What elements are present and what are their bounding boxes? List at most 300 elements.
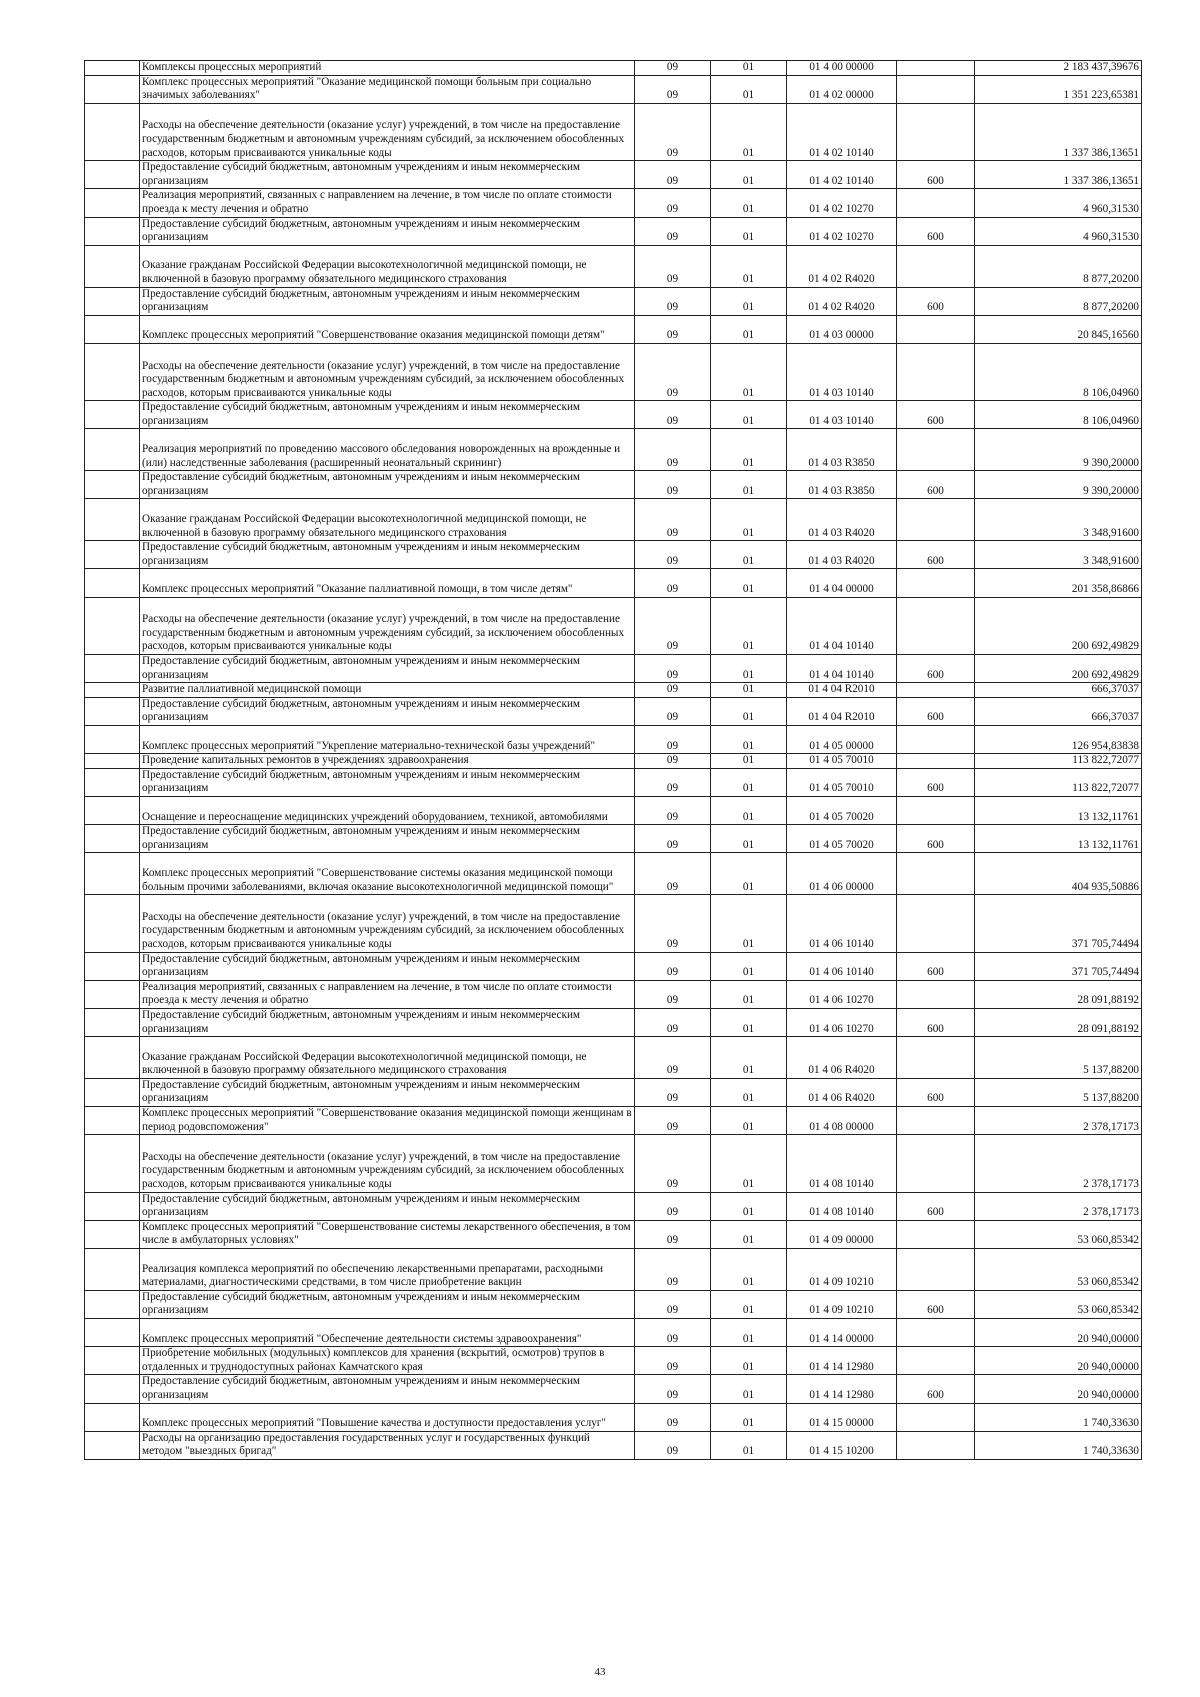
- row-expense-type: [897, 796, 975, 824]
- row-amount: 113 822,72077: [975, 768, 1142, 796]
- empty-cell: [85, 853, 140, 895]
- table-row: [85, 825, 1142, 853]
- row-amount: 20 940,00000: [975, 1375, 1142, 1403]
- row-amount: 666,37037: [975, 697, 1142, 725]
- row-amount: 666,37037: [975, 683, 1142, 698]
- row-section-code: 01: [711, 768, 787, 796]
- row-expense-type: 600: [897, 655, 975, 683]
- row-section-code: 01: [711, 1347, 787, 1375]
- row-section-code: 01: [711, 697, 787, 725]
- table-row: [85, 1078, 1142, 1106]
- table-row: [85, 853, 1142, 895]
- row-section-code: 01: [711, 61, 787, 76]
- empty-cell: [85, 1037, 140, 1079]
- empty-cell: [85, 1403, 140, 1431]
- table-row: [85, 103, 1142, 160]
- row-ministry-code: 09: [635, 161, 711, 189]
- row-target-code: 01 4 05 70010: [787, 754, 897, 769]
- row-ministry-code: 09: [635, 1192, 711, 1220]
- empty-cell: [85, 697, 140, 725]
- row-amount: 20 845,16560: [975, 315, 1142, 343]
- row-expense-type: [897, 895, 975, 952]
- row-name: Расходы на обеспечение деятельности (оказание услуг) учреждений, в том числе на предоставление государственным бюджетным и автономным учреждениям субсидий, за исключением обособленных расходов, которым присваиваются уникальные коды: [140, 597, 635, 654]
- row-target-code: 01 4 04 R2010: [787, 683, 897, 698]
- row-name: Предоставление субсидий бюджетным, автономным учреждениям и иным некоммерческим организациям: [140, 287, 635, 315]
- row-ministry-code: 09: [635, 1107, 711, 1135]
- row-section-code: 01: [711, 1319, 787, 1347]
- row-ministry-code: 09: [635, 796, 711, 824]
- row-expense-type: [897, 1135, 975, 1192]
- empty-cell: [85, 825, 140, 853]
- empty-cell: [85, 245, 140, 287]
- table-row: [85, 697, 1142, 725]
- row-section-code: 01: [711, 401, 787, 429]
- row-ministry-code: 09: [635, 683, 711, 698]
- table-row: [85, 471, 1142, 499]
- row-ministry-code: 09: [635, 952, 711, 980]
- row-ministry-code: 09: [635, 768, 711, 796]
- row-amount: 8 877,20200: [975, 245, 1142, 287]
- row-section-code: 01: [711, 952, 787, 980]
- row-name: Расходы на обеспечение деятельности (оказание услуг) учреждений, в том числе на предоставление государственным бюджетным и автономным учреждениям субсидий, за исключением обособленных расходов, которым присваиваются уникальные коды: [140, 103, 635, 160]
- row-expense-type: [897, 343, 975, 400]
- table-row: [85, 315, 1142, 343]
- row-ministry-code: 09: [635, 429, 711, 471]
- row-amount: 1 337 386,13651: [975, 103, 1142, 160]
- row-amount: 201 358,86866: [975, 569, 1142, 597]
- row-ministry-code: 09: [635, 980, 711, 1008]
- row-amount: 3 348,91600: [975, 499, 1142, 541]
- row-expense-type: [897, 569, 975, 597]
- row-expense-type: [897, 1319, 975, 1347]
- row-name: Расходы на организацию предоставления государственных услуг и государственных функций методом "выездных бригад": [140, 1431, 635, 1459]
- table-row: [85, 569, 1142, 597]
- row-expense-type: [897, 726, 975, 754]
- row-expense-type: [897, 499, 975, 541]
- row-target-code: 01 4 04 10140: [787, 655, 897, 683]
- table-row: [85, 1107, 1142, 1135]
- table-row: [85, 796, 1142, 824]
- table-row: [85, 189, 1142, 217]
- row-target-code: 01 4 05 70020: [787, 796, 897, 824]
- row-section-code: 01: [711, 161, 787, 189]
- empty-cell: [85, 1249, 140, 1291]
- row-amount: 8 877,20200: [975, 287, 1142, 315]
- row-amount: 4 960,31530: [975, 189, 1142, 217]
- empty-cell: [85, 1347, 140, 1375]
- row-section-code: 01: [711, 343, 787, 400]
- table-row: [85, 1008, 1142, 1036]
- empty-cell: [85, 287, 140, 315]
- row-section-code: 01: [711, 683, 787, 698]
- row-amount: 2 378,17173: [975, 1107, 1142, 1135]
- empty-cell: [85, 1135, 140, 1192]
- table-row: [85, 754, 1142, 769]
- row-name: Развитие паллиативной медицинской помощи: [140, 683, 635, 698]
- row-target-code: 01 4 05 70020: [787, 825, 897, 853]
- row-ministry-code: 09: [635, 1249, 711, 1291]
- row-target-code: 01 4 08 00000: [787, 1107, 897, 1135]
- row-ministry-code: 09: [635, 726, 711, 754]
- table-row: [85, 683, 1142, 698]
- row-ministry-code: 09: [635, 471, 711, 499]
- row-section-code: 01: [711, 471, 787, 499]
- row-section-code: 01: [711, 499, 787, 541]
- row-section-code: 01: [711, 655, 787, 683]
- row-ministry-code: 09: [635, 217, 711, 245]
- row-name: Реализация комплекса мероприятий по обеспечению лекарственными препаратами, расходными материалами, диагностическими средствами, в том числе приобретение вакцин: [140, 1249, 635, 1291]
- row-expense-type: 600: [897, 1290, 975, 1318]
- row-section-code: 01: [711, 1249, 787, 1291]
- row-ministry-code: 09: [635, 61, 711, 76]
- row-name: Комплекс процессных мероприятий "Совершенствование оказания медицинской помощи детям": [140, 315, 635, 343]
- empty-cell: [85, 726, 140, 754]
- row-name: Предоставление субсидий бюджетным, автономным учреждениям и иным некоммерческим организациям: [140, 1290, 635, 1318]
- row-section-code: 01: [711, 1431, 787, 1459]
- row-target-code: 01 4 15 00000: [787, 1403, 897, 1431]
- empty-cell: [85, 1220, 140, 1248]
- row-target-code: 01 4 04 00000: [787, 569, 897, 597]
- table-row: [85, 1319, 1142, 1347]
- row-ministry-code: 09: [635, 1037, 711, 1079]
- empty-cell: [85, 343, 140, 400]
- table-row: [85, 1192, 1142, 1220]
- row-target-code: 01 4 06 R4020: [787, 1078, 897, 1106]
- table-row: [85, 61, 1142, 76]
- row-name: Предоставление субсидий бюджетным, автономным учреждениям и иным некоммерческим организациям: [140, 697, 635, 725]
- row-amount: 53 060,85342: [975, 1249, 1142, 1291]
- row-ministry-code: 09: [635, 1319, 711, 1347]
- row-expense-type: [897, 1403, 975, 1431]
- row-ministry-code: 09: [635, 754, 711, 769]
- row-section-code: 01: [711, 217, 787, 245]
- row-section-code: 01: [711, 189, 787, 217]
- table-row: [85, 1220, 1142, 1248]
- table-row: [85, 1135, 1142, 1192]
- row-section-code: 01: [711, 75, 787, 103]
- row-amount: 1 740,33630: [975, 1403, 1142, 1431]
- empty-cell: [85, 1008, 140, 1036]
- empty-cell: [85, 754, 140, 769]
- empty-cell: [85, 1319, 140, 1347]
- empty-cell: [85, 569, 140, 597]
- empty-cell: [85, 796, 140, 824]
- row-name: Предоставление субсидий бюджетным, автономным учреждениям и иным некоммерческим организациям: [140, 161, 635, 189]
- row-section-code: 01: [711, 1037, 787, 1079]
- row-target-code: 01 4 09 10210: [787, 1249, 897, 1291]
- row-section-code: 01: [711, 895, 787, 952]
- row-name: Комплекс процессных мероприятий "Совершенствование системы лекарственного обеспечения, в том числе в амбулаторных условиях": [140, 1220, 635, 1248]
- row-expense-type: [897, 1220, 975, 1248]
- table-row: [85, 217, 1142, 245]
- row-amount: 200 692,49829: [975, 655, 1142, 683]
- row-amount: 1 740,33630: [975, 1431, 1142, 1459]
- row-expense-type: [897, 61, 975, 76]
- row-name: Реализация мероприятий по проведению массового обследования новорожденных на врожденные и (или) наследственные заболевания (расширенный неонатальный скрининг): [140, 429, 635, 471]
- row-expense-type: [897, 597, 975, 654]
- row-amount: 2 378,17173: [975, 1135, 1142, 1192]
- row-ministry-code: 09: [635, 1403, 711, 1431]
- row-expense-type: 600: [897, 697, 975, 725]
- empty-cell: [85, 1431, 140, 1459]
- row-section-code: 01: [711, 1192, 787, 1220]
- row-expense-type: 600: [897, 401, 975, 429]
- row-name: Расходы на обеспечение деятельности (оказание услуг) учреждений, в том числе на предоставление государственным бюджетным и автономным учреждениям субсидий, за исключением обособленных расходов, которым присваиваются уникальные коды: [140, 343, 635, 400]
- empty-cell: [85, 217, 140, 245]
- row-amount: 9 390,20000: [975, 429, 1142, 471]
- page-number: 43: [594, 1666, 606, 1678]
- row-section-code: 01: [711, 429, 787, 471]
- row-ministry-code: 09: [635, 103, 711, 160]
- row-name: Расходы на обеспечение деятельности (оказание услуг) учреждений, в том числе на предоставление государственным бюджетным и автономным учреждениям субсидий, за исключением обособленных расходов, которым присваиваются уникальные коды: [140, 895, 635, 952]
- budget-table-body: [85, 61, 1142, 1460]
- row-target-code: 01 4 03 R4020: [787, 541, 897, 569]
- row-name: Расходы на обеспечение деятельности (оказание услуг) учреждений, в том числе на предоставление государственным бюджетным и автономным учреждениям субсидий, за исключением обособленных расходов, которым присваиваются уникальные коды: [140, 1135, 635, 1192]
- budget-table: [84, 60, 1142, 1460]
- row-amount: 3 348,91600: [975, 541, 1142, 569]
- empty-cell: [85, 1078, 140, 1106]
- row-section-code: 01: [711, 1078, 787, 1106]
- row-target-code: 01 4 09 10210: [787, 1290, 897, 1318]
- row-target-code: 01 4 08 10140: [787, 1135, 897, 1192]
- row-name: Реализация мероприятий, связанных с направлением на лечение, в том числе по оплате стоимости проезда к месту лечения и обратно: [140, 980, 635, 1008]
- row-section-code: 01: [711, 1008, 787, 1036]
- row-target-code: 01 4 02 R4020: [787, 287, 897, 315]
- row-name: Оснащение и переоснащение медицинских учреждений оборудованием, техникой, автомобилями: [140, 796, 635, 824]
- row-expense-type: [897, 754, 975, 769]
- row-amount: 2 378,17173: [975, 1192, 1142, 1220]
- table-row: [85, 655, 1142, 683]
- row-expense-type: [897, 980, 975, 1008]
- table-row: [85, 75, 1142, 103]
- row-target-code: 01 4 06 10270: [787, 980, 897, 1008]
- row-amount: 1 337 386,13651: [975, 161, 1142, 189]
- row-amount: 28 091,88192: [975, 980, 1142, 1008]
- row-name: Предоставление субсидий бюджетным, автономным учреждениям и иным некоммерческим организациям: [140, 471, 635, 499]
- row-amount: 2 183 437,39676: [975, 61, 1142, 76]
- row-amount: 371 705,74494: [975, 895, 1142, 952]
- row-name: Предоставление субсидий бюджетным, автономным учреждениям и иным некоммерческим организациям: [140, 1078, 635, 1106]
- row-target-code: 01 4 03 10140: [787, 343, 897, 400]
- row-section-code: 01: [711, 754, 787, 769]
- empty-cell: [85, 1192, 140, 1220]
- row-ministry-code: 09: [635, 597, 711, 654]
- row-amount: 28 091,88192: [975, 1008, 1142, 1036]
- empty-cell: [85, 597, 140, 654]
- row-ministry-code: 09: [635, 75, 711, 103]
- row-name: Предоставление субсидий бюджетным, автономным учреждениям и иным некоммерческим организациям: [140, 1192, 635, 1220]
- row-expense-type: 600: [897, 1192, 975, 1220]
- row-target-code: 01 4 14 12980: [787, 1347, 897, 1375]
- row-target-code: 01 4 08 10140: [787, 1192, 897, 1220]
- row-amount: 4 960,31530: [975, 217, 1142, 245]
- row-ministry-code: 09: [635, 1290, 711, 1318]
- row-section-code: 01: [711, 1375, 787, 1403]
- table-row: [85, 726, 1142, 754]
- row-section-code: 01: [711, 287, 787, 315]
- empty-cell: [85, 683, 140, 698]
- row-ministry-code: 09: [635, 401, 711, 429]
- row-section-code: 01: [711, 853, 787, 895]
- row-name: Предоставление субсидий бюджетным, автономным учреждениям и иным некоммерческим организациям: [140, 952, 635, 980]
- row-name: Реализация мероприятий, связанных с направлением на лечение, в том числе по оплате стоимости проезда к месту лечения и обратно: [140, 189, 635, 217]
- table-row: [85, 1375, 1142, 1403]
- row-target-code: 01 4 02 10270: [787, 217, 897, 245]
- row-expense-type: [897, 429, 975, 471]
- row-name: Комплекс процессных мероприятий "Совершенствование оказания медицинской помощи женщинам в период родовспоможения": [140, 1107, 635, 1135]
- row-target-code: 01 4 05 00000: [787, 726, 897, 754]
- row-ministry-code: 09: [635, 1431, 711, 1459]
- row-target-code: 01 4 06 10270: [787, 1008, 897, 1036]
- row-target-code: 01 4 02 10140: [787, 161, 897, 189]
- row-target-code: 01 4 03 R4020: [787, 499, 897, 541]
- row-name: Комплекс процессных мероприятий "Обеспечение деятельности системы здравоохранения": [140, 1319, 635, 1347]
- row-expense-type: [897, 1107, 975, 1135]
- row-amount: 8 106,04960: [975, 343, 1142, 400]
- row-ministry-code: 09: [635, 1135, 711, 1192]
- row-target-code: 01 4 06 00000: [787, 853, 897, 895]
- row-name: Оказание гражданам Российской Федерации высокотехнологичной медицинской помощи, не включенной в базовую программу обязательного медицинского страхования: [140, 499, 635, 541]
- row-amount: 404 935,50886: [975, 853, 1142, 895]
- row-target-code: 01 4 06 10140: [787, 895, 897, 952]
- table-row: [85, 343, 1142, 400]
- row-amount: 13 132,11761: [975, 825, 1142, 853]
- row-name: Комплексы процессных мероприятий: [140, 61, 635, 76]
- row-target-code: 01 4 06 R4020: [787, 1037, 897, 1079]
- row-name: Комплекс процессных мероприятий "Оказание паллиативной помощи, в том числе детям": [140, 569, 635, 597]
- row-section-code: 01: [711, 1107, 787, 1135]
- row-expense-type: [897, 189, 975, 217]
- row-amount: 1 351 223,65381: [975, 75, 1142, 103]
- row-ministry-code: 09: [635, 569, 711, 597]
- row-target-code: 01 4 02 00000: [787, 75, 897, 103]
- empty-cell: [85, 61, 140, 76]
- row-section-code: 01: [711, 796, 787, 824]
- row-name: Предоставление субсидий бюджетным, автономным учреждениям и иным некоммерческим организациям: [140, 768, 635, 796]
- row-name: Оказание гражданам Российской Федерации высокотехнологичной медицинской помощи, не включенной в базовую программу обязательного медицинского страхования: [140, 245, 635, 287]
- row-expense-type: 600: [897, 541, 975, 569]
- row-name: Предоставление субсидий бюджетным, автономным учреждениям и иным некоммерческим организациям: [140, 1375, 635, 1403]
- row-expense-type: [897, 315, 975, 343]
- row-ministry-code: 09: [635, 825, 711, 853]
- empty-cell: [85, 161, 140, 189]
- row-ministry-code: 09: [635, 315, 711, 343]
- row-expense-type: 600: [897, 217, 975, 245]
- row-amount: 20 940,00000: [975, 1347, 1142, 1375]
- row-expense-type: [897, 1431, 975, 1459]
- row-expense-type: 600: [897, 825, 975, 853]
- row-section-code: 01: [711, 597, 787, 654]
- row-target-code: 01 4 04 R2010: [787, 697, 897, 725]
- row-amount: 5 137,88200: [975, 1037, 1142, 1079]
- row-target-code: 01 4 03 R3850: [787, 471, 897, 499]
- table-row: [85, 541, 1142, 569]
- table-row: [85, 952, 1142, 980]
- row-ministry-code: 09: [635, 853, 711, 895]
- row-ministry-code: 09: [635, 1220, 711, 1248]
- table-row: [85, 429, 1142, 471]
- row-amount: 53 060,85342: [975, 1220, 1142, 1248]
- table-row: [85, 1403, 1142, 1431]
- table-row: [85, 1290, 1142, 1318]
- table-row: [85, 401, 1142, 429]
- empty-cell: [85, 768, 140, 796]
- row-section-code: 01: [711, 1135, 787, 1192]
- empty-cell: [85, 895, 140, 952]
- table-row: [85, 895, 1142, 952]
- row-amount: 8 106,04960: [975, 401, 1142, 429]
- table-row: [85, 245, 1142, 287]
- row-section-code: 01: [711, 245, 787, 287]
- table-row: [85, 499, 1142, 541]
- empty-cell: [85, 75, 140, 103]
- row-expense-type: [897, 103, 975, 160]
- empty-cell: [85, 471, 140, 499]
- row-target-code: 01 4 15 10200: [787, 1431, 897, 1459]
- row-name: Комплекс процессных мероприятий "Укрепление материально-технической базы учреждений": [140, 726, 635, 754]
- table-row: [85, 980, 1142, 1008]
- empty-cell: [85, 429, 140, 471]
- row-amount: 126 954,83838: [975, 726, 1142, 754]
- row-ministry-code: 09: [635, 287, 711, 315]
- empty-cell: [85, 1290, 140, 1318]
- row-expense-type: 600: [897, 1008, 975, 1036]
- row-ministry-code: 09: [635, 1347, 711, 1375]
- empty-cell: [85, 189, 140, 217]
- row-target-code: 01 4 14 12980: [787, 1375, 897, 1403]
- row-section-code: 01: [711, 1403, 787, 1431]
- row-section-code: 01: [711, 541, 787, 569]
- row-name: Предоставление субсидий бюджетным, автономным учреждениям и иным некоммерческим организациям: [140, 217, 635, 245]
- table-row: [85, 1431, 1142, 1459]
- row-name: Комплекс процессных мероприятий "Оказание медицинской помощи больным при социально значимых заболеваниях": [140, 75, 635, 103]
- row-target-code: 01 4 14 00000: [787, 1319, 897, 1347]
- row-expense-type: [897, 1347, 975, 1375]
- row-expense-type: 600: [897, 768, 975, 796]
- row-name: Приобретение мобильных (модульных) комплексов для хранения (вскрытий, осмотров) трупов в отдаленных и труднодоступных районах Камчатского края: [140, 1347, 635, 1375]
- row-section-code: 01: [711, 1290, 787, 1318]
- row-expense-type: 600: [897, 161, 975, 189]
- row-amount: 20 940,00000: [975, 1319, 1142, 1347]
- row-target-code: 01 4 03 10140: [787, 401, 897, 429]
- table-row: [85, 1347, 1142, 1375]
- row-target-code: 01 4 04 10140: [787, 597, 897, 654]
- row-section-code: 01: [711, 726, 787, 754]
- row-target-code: 01 4 02 10270: [787, 189, 897, 217]
- table-row: [85, 287, 1142, 315]
- row-target-code: 01 4 03 R3850: [787, 429, 897, 471]
- row-target-code: 01 4 00 00000: [787, 61, 897, 76]
- row-ministry-code: 09: [635, 189, 711, 217]
- row-name: Предоставление субсидий бюджетным, автономным учреждениям и иным некоммерческим организациям: [140, 541, 635, 569]
- row-amount: 5 137,88200: [975, 1078, 1142, 1106]
- row-target-code: 01 4 02 R4020: [787, 245, 897, 287]
- row-section-code: 01: [711, 825, 787, 853]
- row-ministry-code: 09: [635, 541, 711, 569]
- table-row: [85, 161, 1142, 189]
- row-expense-type: 600: [897, 471, 975, 499]
- row-expense-type: [897, 245, 975, 287]
- empty-cell: [85, 1107, 140, 1135]
- row-expense-type: 600: [897, 287, 975, 315]
- row-ministry-code: 09: [635, 1078, 711, 1106]
- row-name: Комплекс процессных мероприятий "Повышение качества и доступности предоставления услуг": [140, 1403, 635, 1431]
- row-amount: 13 132,11761: [975, 796, 1142, 824]
- row-ministry-code: 09: [635, 895, 711, 952]
- row-amount: 371 705,74494: [975, 952, 1142, 980]
- empty-cell: [85, 655, 140, 683]
- row-amount: 113 822,72077: [975, 754, 1142, 769]
